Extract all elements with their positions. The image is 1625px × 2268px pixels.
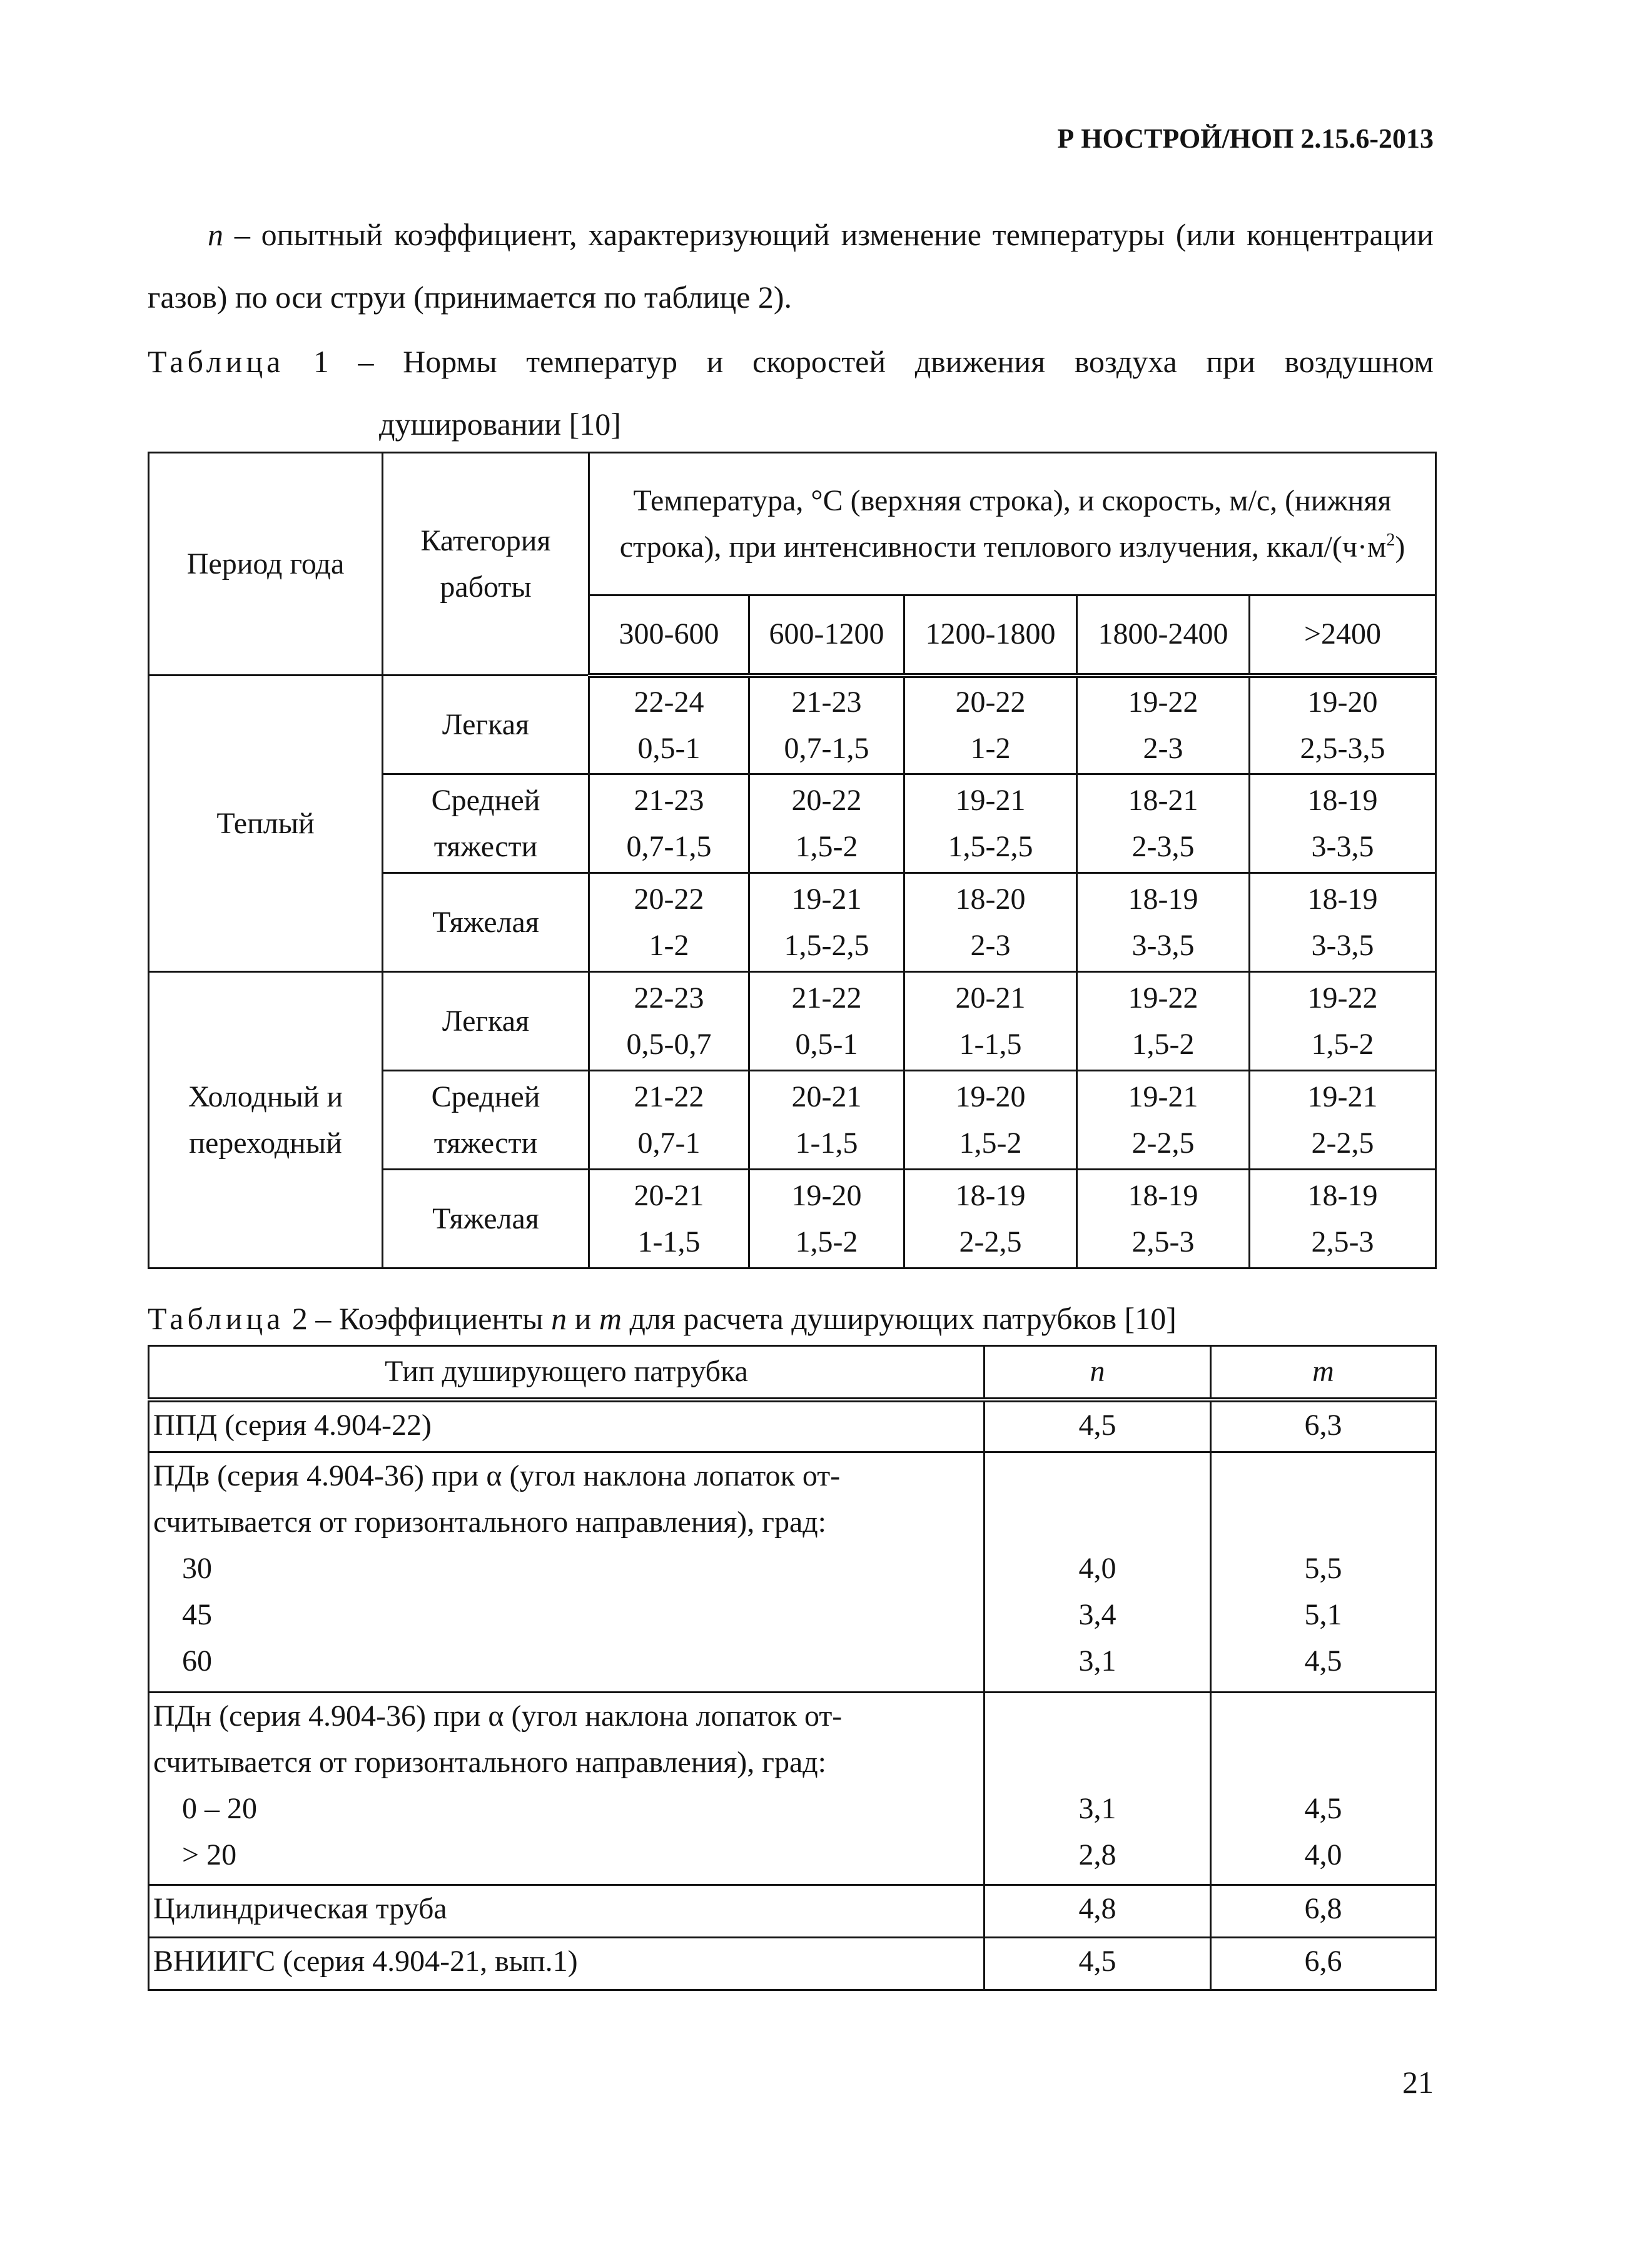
period-cell: Холодный и переходный bbox=[149, 972, 383, 1268]
value-cell: 18-19 2,5-3 bbox=[1077, 1170, 1250, 1268]
value-cell: 21-22 0,7-1 bbox=[589, 1071, 749, 1170]
table2-header-row bbox=[149, 1346, 1436, 1400]
table2 bbox=[148, 1345, 1437, 1991]
value-cell: 19-20 1,5-2 bbox=[904, 1071, 1077, 1170]
value-cell: 19-22 1,5-2 bbox=[1250, 972, 1436, 1071]
category-cell: Тяжелая bbox=[383, 1170, 589, 1268]
n-cell: 3,1 2,8 bbox=[985, 1693, 1211, 1885]
value-cell: 18-19 2-2,5 bbox=[904, 1170, 1077, 1268]
table1-caption bbox=[148, 330, 1434, 393]
table-row bbox=[149, 1885, 1436, 1938]
value-cell: 18-19 3-3,5 bbox=[1250, 774, 1436, 873]
table1-head-period: Период года bbox=[149, 453, 383, 676]
value-cell: 19-22 2-3 bbox=[1077, 676, 1250, 774]
table2-caption-word: Таблица bbox=[148, 1301, 285, 1336]
category-cell: Тяжелая bbox=[383, 873, 589, 972]
value-cell: 19-21 1,5-2,5 bbox=[749, 873, 904, 972]
n-cell: 4,5 bbox=[985, 1400, 1211, 1452]
table1-caption-cont: душировании [10] bbox=[379, 407, 621, 442]
table1-head-intensity: Температура, °С (верхняя строка), и скорость, м/с, (нижняя строка), при интенсивности теплового излучения, ккал/$(ч\cdot м^2)$ bbox=[589, 453, 1436, 595]
table2-head-type: Тип душирующего патрубка bbox=[149, 1346, 985, 1400]
value-cell: 19-21 2-2,5 bbox=[1250, 1071, 1436, 1170]
value-cell: 20-21 1-1,5 bbox=[589, 1170, 749, 1268]
intro-paragraph bbox=[148, 203, 1434, 328]
m-cell: 4,5 4,0 bbox=[1211, 1693, 1436, 1885]
table-row bbox=[149, 972, 1436, 1071]
value-cell: 20-22 1-2 bbox=[904, 676, 1077, 774]
range-cell: 300-600 bbox=[589, 595, 749, 676]
range-cell: 1800-2400 bbox=[1077, 595, 1250, 676]
table-row bbox=[149, 1938, 1436, 1990]
type-cell: ПДв (серия 4.904-36) при α (угол наклона лопаток от- считывается от горизонтального направления), град: 30 45 60 bbox=[149, 1452, 985, 1693]
m-cell: 6,6 bbox=[1211, 1938, 1436, 1990]
value-cell: 18-19 3-3,5 bbox=[1250, 873, 1436, 972]
table-row bbox=[149, 1400, 1436, 1452]
m-cell: 6,8 bbox=[1211, 1885, 1436, 1938]
category-cell: Средней тяжести bbox=[383, 1071, 589, 1170]
table1-header-row bbox=[149, 453, 1436, 595]
value-cell: 19-21 1,5-2,5 bbox=[904, 774, 1077, 873]
value-cell: 19-20 2,5-3,5 bbox=[1250, 676, 1436, 774]
value-cell: 21-23 0,7-1,5 bbox=[589, 774, 749, 873]
symbol-n: n bbox=[208, 217, 223, 252]
range-cell: >2400 bbox=[1250, 595, 1436, 676]
value-cell: 21-23 0,7-1,5 bbox=[749, 676, 904, 774]
value-cell: 22-23 0,5-0,7 bbox=[589, 972, 749, 1071]
category-cell: Средней тяжести bbox=[383, 774, 589, 873]
value-cell: 18-21 2-3,5 bbox=[1077, 774, 1250, 873]
n-cell: 4,8 bbox=[985, 1885, 1211, 1938]
type-cell: ППД (серия 4.904-22) bbox=[149, 1400, 985, 1452]
table2-head-n: n bbox=[985, 1346, 1211, 1400]
table1-caption-text: 1 – Нормы температур и скоростей движения воздуха при воздушном bbox=[284, 344, 1434, 379]
document-header: Р НОСТРОЙ/НОП 2.15.6-2013 bbox=[1057, 123, 1434, 154]
m-cell: 6,3 bbox=[1211, 1400, 1436, 1452]
category-cell: Легкая bbox=[383, 972, 589, 1071]
value-cell: 20-21 1-1,5 bbox=[749, 1071, 904, 1170]
value-cell: 22-24 0,5-1 bbox=[589, 676, 749, 774]
value-cell: 19-22 1,5-2 bbox=[1077, 972, 1250, 1071]
value-cell: 19-20 1,5-2 bbox=[749, 1170, 904, 1268]
range-cell: 1200-1800 bbox=[904, 595, 1077, 676]
type-cell: Цилиндрическая труба bbox=[149, 1885, 985, 1938]
m-cell: 5,5 5,1 4,5 bbox=[1211, 1452, 1436, 1693]
type-cell: ПДн (серия 4.904-36) при α (угол наклона лопаток от- считывается от горизонтального направления), град: 0 – 20 > 20 bbox=[149, 1693, 985, 1885]
category-cell: Легкая bbox=[383, 676, 589, 774]
type-cell: ВНИИГС (серия 4.904-21, вып.1) bbox=[149, 1938, 985, 1990]
value-cell: 21-22 0,5-1 bbox=[749, 972, 904, 1071]
table-row bbox=[149, 1452, 1436, 1693]
value-cell: 18-20 2-3 bbox=[904, 873, 1077, 972]
table2-head-m: m bbox=[1211, 1346, 1436, 1400]
n-cell: 4,5 bbox=[985, 1938, 1211, 1990]
table-row bbox=[149, 676, 1436, 774]
table-row bbox=[149, 1693, 1436, 1885]
period-cell: Теплый bbox=[149, 676, 383, 972]
intro-text: – опытный коэффициент, характеризующий изменение температуры (или концентрации газов) по оси струи (принимается по таблице 2). bbox=[148, 217, 1434, 315]
n-cell: 4,0 3,4 3,1 bbox=[985, 1452, 1211, 1693]
table1-caption-word: Таблица bbox=[148, 344, 285, 379]
value-cell: 19-21 2-2,5 bbox=[1077, 1071, 1250, 1170]
value-cell: 18-19 2,5-3 bbox=[1250, 1170, 1436, 1268]
value-cell: 20-21 1-1,5 bbox=[904, 972, 1077, 1071]
page-number: 21 bbox=[1402, 2065, 1434, 2100]
value-cell: 18-19 3-3,5 bbox=[1077, 873, 1250, 972]
table1-head-category: Категория работы bbox=[383, 453, 589, 676]
table1 bbox=[148, 452, 1437, 1269]
value-cell: 20-22 1-2 bbox=[589, 873, 749, 972]
value-cell: 20-22 1,5-2 bbox=[749, 774, 904, 873]
range-cell: 600-1200 bbox=[749, 595, 904, 676]
table2-caption: Таблица 2 – Коэффициенты n и m для расчета душирующих патрубков [10] bbox=[148, 1301, 1177, 1336]
